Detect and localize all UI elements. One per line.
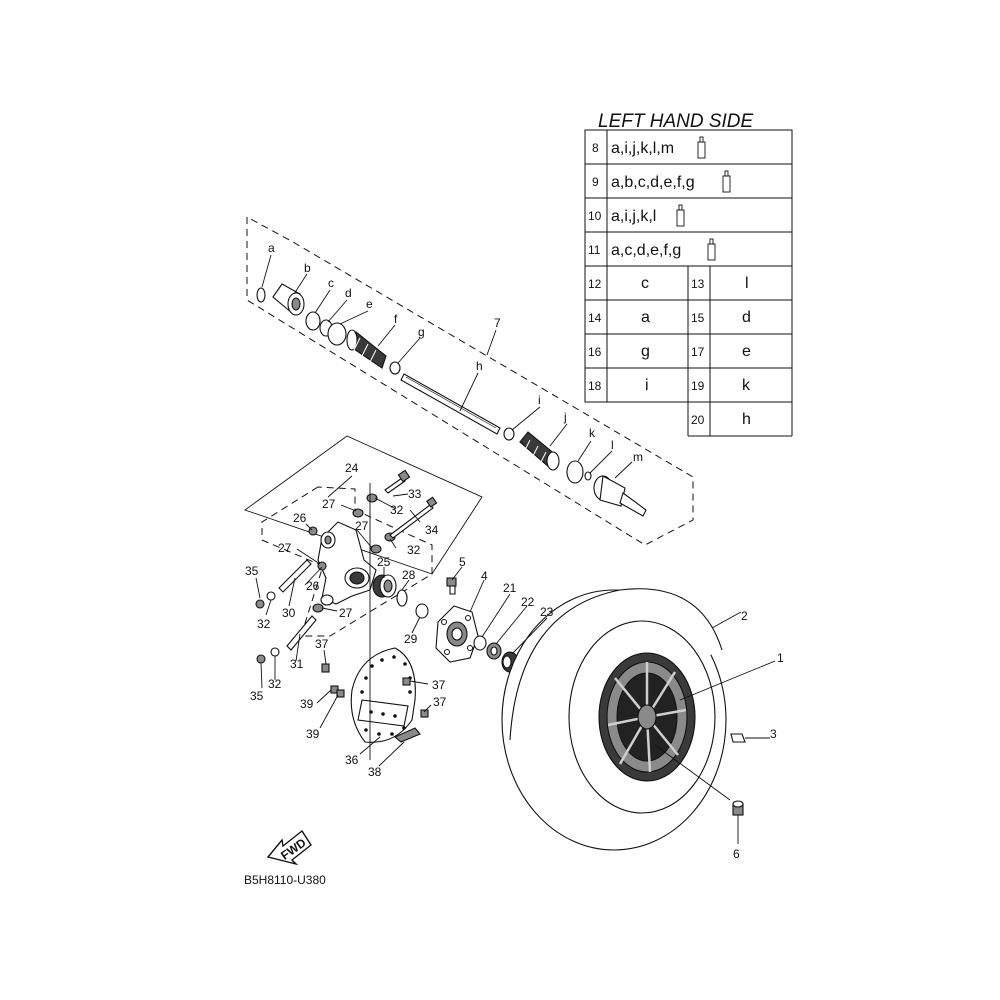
callout-label: 35 bbox=[245, 564, 259, 578]
callout-label: 27 bbox=[339, 606, 353, 620]
callout-label: 29 bbox=[404, 632, 418, 646]
callout-label: 7 bbox=[494, 316, 501, 330]
small-band-part bbox=[390, 362, 400, 374]
left-hand-side-table bbox=[585, 111, 792, 436]
table-row-num: 11 bbox=[588, 243, 601, 257]
callout-label: 1 bbox=[777, 651, 784, 665]
callout-label: 3 bbox=[770, 727, 777, 741]
callout-label: 35 bbox=[250, 689, 264, 703]
grease-tube-icon bbox=[677, 205, 684, 226]
callout-label: c bbox=[328, 276, 334, 290]
clamp-band-part bbox=[328, 323, 346, 345]
table-row-part: d bbox=[742, 309, 751, 326]
table-row-num: 15 bbox=[691, 311, 705, 325]
knuckle-group bbox=[245, 436, 482, 636]
table-row-num: 9 bbox=[592, 175, 599, 189]
table-row-part: l bbox=[745, 275, 749, 292]
table-row-part: h bbox=[742, 411, 751, 428]
grease-tube-icon bbox=[708, 239, 715, 260]
diagram-code: B5H8110-U380 bbox=[244, 873, 326, 887]
table-row-num: 8 bbox=[592, 141, 599, 155]
table-row-num: 19 bbox=[691, 379, 705, 393]
bearing-part bbox=[373, 575, 396, 597]
callout-label: 27 bbox=[355, 519, 369, 533]
clamp-band-part bbox=[567, 461, 583, 483]
callout-label: 26 bbox=[306, 579, 320, 593]
knuckle-part bbox=[318, 522, 376, 605]
valve-part bbox=[731, 734, 745, 742]
wheel-nut-part bbox=[733, 801, 743, 815]
table-row-part: i bbox=[645, 377, 649, 394]
callout-label: 27 bbox=[278, 541, 292, 555]
washer-part bbox=[267, 592, 275, 600]
nut-part bbox=[257, 655, 265, 663]
table-row-num: 12 bbox=[588, 277, 602, 291]
callout-label: 6 bbox=[733, 847, 740, 861]
callout-label: d bbox=[345, 286, 352, 300]
callout-label: f bbox=[394, 312, 398, 326]
callout-label: 34 bbox=[425, 523, 439, 537]
hub-nut-part bbox=[487, 643, 501, 659]
table-row-num: 14 bbox=[588, 311, 602, 325]
table-title: LEFT HAND SIDE bbox=[598, 111, 754, 132]
table-row-num: 13 bbox=[691, 277, 705, 291]
pin-part bbox=[287, 616, 316, 650]
cv-joint-part bbox=[594, 476, 646, 516]
callout-label: 37 bbox=[315, 637, 329, 651]
callout-label: 32 bbox=[407, 543, 421, 557]
callout-label: 38 bbox=[368, 765, 382, 779]
grease-tube-icon bbox=[723, 171, 730, 192]
callout-label: m bbox=[633, 450, 643, 464]
callout-label: 2 bbox=[741, 609, 748, 623]
callout-label: 5 bbox=[459, 555, 466, 569]
callout-label: 24 bbox=[345, 461, 359, 475]
callout-label: 39 bbox=[306, 727, 320, 741]
boot-part bbox=[347, 330, 386, 368]
table-row-parts: a,b,c,d,e,f,g bbox=[611, 174, 695, 191]
table-row-num: 16 bbox=[588, 345, 602, 359]
circlip-part bbox=[257, 288, 265, 302]
fwd-label: FWD bbox=[278, 835, 309, 863]
table-row-num: 20 bbox=[691, 413, 705, 427]
bolt-part bbox=[337, 690, 344, 697]
callout-label: l bbox=[611, 438, 614, 452]
table-row-num: 10 bbox=[588, 209, 602, 223]
circlip-part bbox=[585, 472, 591, 480]
table-row-part: e bbox=[742, 343, 751, 360]
cv-joint-part bbox=[273, 284, 304, 315]
table-row-part: c bbox=[641, 275, 649, 292]
table-row-parts: a,i,j,k,l,m bbox=[611, 140, 675, 157]
hub-part bbox=[436, 606, 478, 662]
nut-part bbox=[256, 600, 264, 608]
callout-label: j bbox=[564, 410, 567, 424]
table-row-num: 17 bbox=[691, 345, 705, 359]
callout-label: e bbox=[366, 297, 373, 311]
table-row-num: 18 bbox=[588, 379, 602, 393]
bushing-part bbox=[313, 604, 323, 612]
callout-label: 23 bbox=[540, 605, 554, 619]
table-row-parts: a,i,j,k,l bbox=[611, 208, 657, 225]
callout-label: 4 bbox=[481, 569, 488, 583]
callout-label: 22 bbox=[521, 595, 535, 609]
table-row-part: a bbox=[641, 309, 650, 326]
circlip-part bbox=[397, 590, 407, 606]
callout-label: g bbox=[418, 325, 425, 339]
boot-part bbox=[520, 432, 559, 470]
callout-label: i bbox=[538, 393, 541, 407]
table-row-part: k bbox=[742, 377, 750, 394]
callout-label: 31 bbox=[290, 657, 304, 671]
fwd-arrow-icon bbox=[268, 831, 311, 864]
brake-disc-part bbox=[351, 648, 415, 742]
grease-tube-icon bbox=[698, 137, 705, 158]
washer-part bbox=[474, 636, 486, 650]
callout-label: k bbox=[589, 426, 595, 440]
callout-label: 39 bbox=[300, 697, 314, 711]
callout-label: 37 bbox=[433, 695, 447, 709]
callout-label: 26 bbox=[293, 511, 307, 525]
wheel-rim-part bbox=[599, 653, 695, 781]
table-row-part: g bbox=[641, 343, 650, 360]
callout-label: 32 bbox=[257, 617, 271, 631]
bushing-part bbox=[371, 545, 381, 553]
table-row-parts: a,c,d,e,f,g bbox=[611, 242, 682, 259]
stud-bolt-part bbox=[447, 578, 456, 594]
callout-label: a bbox=[268, 241, 275, 255]
callout-label: 30 bbox=[282, 606, 296, 620]
callout-label: h bbox=[476, 359, 483, 373]
bolt-part bbox=[322, 664, 329, 672]
callout-label: 27 bbox=[322, 497, 336, 511]
callout-label: 25 bbox=[377, 555, 391, 569]
washer-part bbox=[271, 648, 279, 656]
clip-part bbox=[306, 312, 320, 330]
callout-label: 37 bbox=[432, 678, 446, 692]
callout-label: b bbox=[304, 261, 311, 275]
callout-label: 32 bbox=[268, 677, 282, 691]
bolt-part bbox=[385, 470, 410, 493]
callout-label: 33 bbox=[408, 487, 422, 501]
callout-label: 32 bbox=[390, 503, 404, 517]
callout-label: 28 bbox=[402, 568, 416, 582]
bolt-part bbox=[403, 678, 410, 685]
callout-label: 21 bbox=[503, 581, 517, 595]
collar-part bbox=[416, 604, 428, 618]
callout-label: 36 bbox=[345, 753, 359, 767]
